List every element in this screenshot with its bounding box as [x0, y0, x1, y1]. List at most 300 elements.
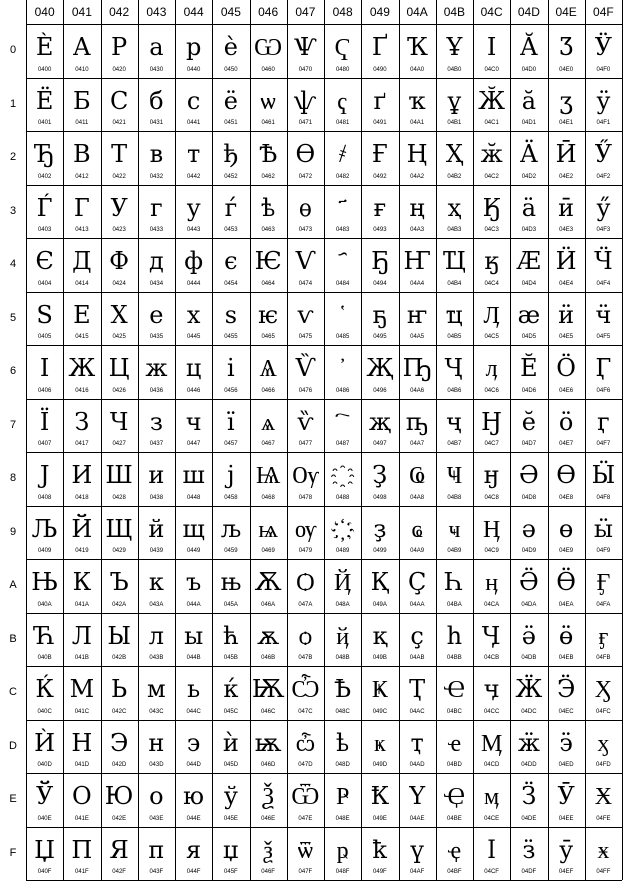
code-point-label: 0409 [37, 548, 52, 554]
character-glyph: ѱ [294, 86, 317, 115]
character-glyph: Ѿ [291, 782, 320, 810]
code-point-label: 04C4 [484, 280, 499, 287]
grid-line-vertical [548, 0, 549, 880]
chart-cell [287, 131, 324, 185]
character-glyph: Щ [105, 514, 133, 543]
character-glyph: Ї [39, 407, 50, 436]
code-point-label: 0421 [112, 120, 126, 126]
code-point-label: 0413 [75, 227, 89, 233]
code-point-label: 04C9 [484, 548, 499, 554]
grid-line-horizontal [26, 452, 622, 453]
character-glyph: ӗ [521, 407, 536, 436]
column-header: 04C [480, 5, 503, 19]
code-point-label: 04AF [409, 869, 425, 875]
grid-line-horizontal [26, 613, 622, 614]
code-point-label: 0490 [373, 66, 387, 73]
code-point-label: 04D7 [521, 441, 537, 447]
chart-cell [250, 24, 287, 78]
chart-cell [399, 78, 436, 132]
character-glyph: Ѡ [254, 33, 283, 61]
character-glyph: ѷ [297, 407, 314, 436]
code-point-label: 0456 [224, 387, 238, 394]
code-point-label: 049C [372, 708, 388, 715]
character-glyph: Ӧ [556, 354, 576, 382]
character-glyph: ӽ [597, 728, 610, 757]
code-point-label: 04B8 [447, 494, 462, 501]
grid-line-horizontal [26, 720, 622, 721]
character-glyph: О [72, 782, 92, 810]
code-point-label: 0443 [186, 227, 201, 233]
chart-cell [473, 773, 510, 827]
chart-cell [361, 292, 398, 346]
character-glyph: Ӯ [557, 782, 575, 810]
chart-cell [324, 292, 361, 346]
code-point-label: 04A0 [410, 66, 425, 73]
chart-cell [175, 185, 212, 239]
character-glyph: ґ [373, 86, 387, 115]
character-glyph: Ж [68, 354, 96, 382]
code-point-label: 0407 [37, 441, 52, 447]
character-glyph: Ҏ [335, 782, 350, 810]
code-point-label: 049B [372, 655, 387, 661]
character-glyph: ч [185, 407, 202, 436]
character-glyph: т [186, 140, 201, 168]
chart-cell [250, 506, 287, 560]
chart-cell [324, 720, 361, 774]
column-header: 04F [593, 5, 614, 19]
chart-cell [212, 345, 249, 399]
character-glyph: У [110, 193, 128, 222]
chart-cell [175, 131, 212, 185]
character-glyph: ө [558, 514, 574, 543]
chart-cell [250, 452, 287, 506]
code-point-label: 0446 [186, 387, 201, 394]
character-glyph: ӎ [484, 782, 500, 810]
chart-cell [510, 613, 547, 667]
character-glyph: ь [187, 675, 201, 703]
code-point-label: 04B3 [447, 227, 462, 233]
character-glyph: Ӓ [519, 140, 538, 168]
character-glyph: Р [111, 33, 128, 61]
chart-cell [585, 773, 622, 827]
character-glyph: я [186, 835, 202, 864]
grid-line-vertical [26, 0, 27, 880]
code-point-label: 04CE [484, 815, 500, 822]
chart-cell [26, 399, 63, 453]
code-point-label: 048B [335, 655, 350, 661]
code-point-label: 0428 [112, 494, 126, 501]
character-glyph: Ӳ [594, 140, 613, 168]
character-glyph: Ѥ [254, 247, 282, 275]
character-glyph: Е [73, 300, 91, 329]
code-point-label: 04F1 [596, 120, 611, 126]
chart-cell [399, 292, 436, 346]
character-glyph: ѩ [258, 514, 279, 543]
column-header: 046 [258, 5, 279, 19]
chart-cell [138, 666, 175, 720]
code-point-label: 041F [75, 869, 89, 875]
code-point-label: 0459 [224, 548, 238, 554]
chart-cell [101, 345, 138, 399]
character-glyph: ѵ [297, 300, 314, 329]
character-glyph: Ӫ [556, 568, 576, 596]
chart-cell [399, 399, 436, 453]
chart-cell [399, 131, 436, 185]
character-glyph: ә [521, 514, 536, 543]
code-point-label: 04C6 [484, 387, 499, 394]
chart-cell [26, 666, 63, 720]
chart-cell [250, 613, 287, 667]
chart-cell [212, 78, 249, 132]
character-glyph: ӿ [597, 835, 610, 864]
chart-cell [361, 506, 398, 560]
chart-cell [63, 345, 100, 399]
chart-cell [510, 345, 547, 399]
code-point-label: 043A [149, 601, 164, 608]
code-point-label: 042B [112, 655, 127, 661]
code-point-label: 0466 [261, 387, 275, 394]
code-point-label: 0478 [298, 494, 313, 501]
chart-cell [436, 345, 473, 399]
code-point-label: 0454 [224, 280, 238, 287]
chart-cell [250, 345, 287, 399]
character-glyph: ӊ [485, 568, 499, 596]
code-point-label: 049D [372, 762, 388, 768]
character-glyph: Ҝ [371, 675, 388, 703]
chart-cell [287, 773, 324, 827]
character-glyph: ќ [223, 675, 239, 703]
character-glyph: ѥ [258, 300, 279, 329]
code-point-label: 04E8 [559, 494, 574, 501]
code-point-label: 04E3 [559, 227, 574, 233]
character-glyph: П [71, 835, 93, 864]
code-point-label: 043D [149, 762, 164, 768]
code-point-label: 0420 [112, 66, 126, 73]
code-point-label: 04D5 [521, 334, 537, 340]
chart-cell [399, 185, 436, 239]
character-glyph: ҋ [336, 621, 350, 650]
character-glyph: п [148, 835, 165, 864]
chart-cell [510, 292, 547, 346]
character-glyph: Ч [109, 407, 129, 436]
chart-cell [548, 720, 585, 774]
code-point-label: 043B [149, 655, 164, 661]
code-point-label: 04D8 [521, 494, 537, 501]
character-glyph: ф [184, 247, 204, 275]
column-header: 04B [443, 5, 466, 19]
row-header: 1 [9, 97, 17, 110]
character-glyph: ӻ [598, 621, 609, 650]
column-header: 049 [369, 5, 390, 19]
code-point-label: 04E0 [559, 66, 574, 73]
chart-cell [585, 666, 622, 720]
code-point-label: 0489 [335, 548, 350, 554]
code-point-label: 045C [223, 708, 239, 715]
character-glyph: В [73, 140, 91, 168]
code-point-label: 04CA [484, 601, 500, 608]
character-glyph: Ъ [109, 568, 129, 596]
grid-line-vertical [250, 0, 251, 880]
character-glyph: ю [183, 782, 205, 810]
character-glyph: ѝ [222, 728, 239, 757]
chart-cell [212, 238, 249, 292]
character-glyph [324, 405, 361, 439]
chart-cell [287, 720, 324, 774]
code-point-label: 0433 [149, 227, 164, 233]
character-glyph: Ҍ [334, 675, 352, 703]
chart-cell [138, 559, 175, 613]
chart-cell [585, 452, 622, 506]
character-glyph: З [74, 407, 90, 436]
chart-cell [26, 345, 63, 399]
chart-cell [63, 559, 100, 613]
character-glyph: с [186, 86, 201, 115]
code-point-label: 040D [37, 762, 52, 768]
code-point-label: 04DB [521, 655, 537, 661]
chart-cell [175, 613, 212, 667]
code-point-label: 04ED [558, 762, 574, 768]
grid-line-horizontal [26, 78, 622, 79]
code-point-label: 041E [74, 815, 89, 822]
chart-cell [287, 666, 324, 720]
chart-cell [175, 452, 212, 506]
chart-cell [585, 720, 622, 774]
character-glyph: ӂ [480, 140, 503, 168]
code-point-label: 04E9 [559, 548, 574, 554]
character-glyph: Г [73, 193, 90, 222]
code-point-label: 042D [111, 762, 127, 768]
row-header: E [9, 793, 17, 805]
grid-line-horizontal [26, 773, 622, 774]
chart-cell [138, 452, 175, 506]
character-glyph: Ң [406, 140, 428, 168]
character-glyph: Ӥ [555, 247, 577, 275]
character-glyph: г [150, 193, 163, 222]
code-point-label: 04B2 [447, 173, 462, 180]
chart-cell [399, 666, 436, 720]
code-point-label: 043E [149, 815, 164, 822]
code-point-label: 0465 [261, 334, 275, 340]
character-glyph: Ҽ [443, 675, 465, 703]
column-header: 044 [183, 5, 204, 19]
character-glyph: Ӣ [555, 140, 577, 168]
character-glyph: м [147, 675, 166, 703]
grid-line-vertical [585, 0, 586, 880]
chart-cell [324, 24, 361, 78]
code-point-label: 047A [298, 601, 313, 608]
code-point-label: 043C [149, 708, 164, 715]
code-point-label: 04B9 [447, 548, 462, 554]
character-glyph: ң [409, 193, 425, 222]
character-glyph: Ћ [34, 621, 56, 650]
chart-cell [510, 185, 547, 239]
code-point-label: 04D4 [521, 280, 537, 287]
character-glyph: Џ [34, 835, 56, 864]
chart-cell [324, 238, 361, 292]
code-point-label: 0473 [298, 227, 313, 233]
chart-cell [250, 399, 287, 453]
code-point-label: 04BA [447, 601, 462, 608]
character-glyph: ц [185, 354, 202, 382]
chart-cell [101, 613, 138, 667]
character-glyph: ӧ [558, 407, 574, 436]
character-glyph: ӵ [595, 300, 612, 329]
code-point-label: 0449 [186, 548, 201, 554]
character-glyph: ӓ [521, 193, 537, 222]
chart-cell [399, 559, 436, 613]
code-point-label: 040C [37, 708, 52, 715]
code-point-label: 0417 [75, 441, 89, 447]
chart-cell [473, 506, 510, 560]
character-glyph [324, 191, 361, 225]
code-point-label: 04CB [484, 655, 500, 661]
chart-cell [324, 773, 361, 827]
chart-cell [175, 238, 212, 292]
code-point-label: 0485 [335, 334, 350, 340]
chart-cell [548, 292, 585, 346]
chart-cell [510, 559, 547, 613]
character-glyph: Ю [104, 782, 134, 810]
chart-cell [175, 827, 212, 881]
chart-cell [510, 666, 547, 720]
chart-cell [287, 559, 324, 613]
character-glyph: Ӝ [515, 675, 543, 703]
code-point-label: 04E7 [559, 441, 574, 447]
chart-cell [585, 292, 622, 346]
code-point-label: 0484 [335, 280, 350, 287]
code-point-label: 04C8 [484, 494, 499, 501]
character-glyph: х [186, 300, 201, 329]
character-glyph: ӯ [559, 835, 574, 864]
row-header: 4 [9, 258, 17, 270]
chart-cell [287, 238, 324, 292]
grid-line-vertical [101, 0, 102, 880]
character-glyph: ӏ [487, 835, 496, 864]
chart-cell [585, 399, 622, 453]
character-glyph: з [149, 407, 163, 436]
code-point-label: 04DC [521, 708, 537, 715]
code-point-label: 041B [74, 655, 89, 661]
grid-line-vertical [399, 0, 400, 880]
code-point-label: 0424 [112, 280, 126, 287]
code-point-label: 0425 [112, 334, 126, 340]
code-point-label: 04DE [521, 815, 537, 822]
chart-cell [510, 131, 547, 185]
code-point-label: 04CC [483, 708, 500, 715]
column-header: 041 [71, 5, 92, 19]
character-glyph: е [149, 300, 164, 329]
code-point-label: 04A8 [410, 494, 425, 501]
chart-cell [250, 78, 287, 132]
character-glyph: Ѵ [295, 247, 316, 275]
code-point-label: 0452 [224, 173, 238, 180]
code-point-label: 04FD [596, 762, 611, 768]
character-glyph: ӹ [593, 514, 613, 543]
character-glyph [324, 244, 361, 278]
chart-cell [361, 613, 398, 667]
character-glyph: Ӑ [519, 33, 538, 61]
chart-cell [287, 78, 324, 132]
chart-cell [212, 666, 249, 720]
character-glyph: Ҥ [403, 247, 431, 275]
character-glyph: К [72, 568, 92, 596]
chart-cell [361, 78, 398, 132]
chart-cell [585, 185, 622, 239]
character-glyph: ҍ [336, 728, 350, 757]
grid-line-vertical [622, 0, 623, 880]
character-glyph: Ӌ [482, 621, 501, 650]
chart-cell [26, 238, 63, 292]
character-glyph: й [148, 514, 165, 543]
character-glyph: Л [71, 621, 92, 650]
chart-cell [175, 78, 212, 132]
character-glyph: Ѕ [36, 300, 53, 329]
chart-cell [138, 399, 175, 453]
character-glyph: Я [109, 835, 129, 864]
chart-cell [585, 345, 622, 399]
chart-cell [361, 131, 398, 185]
chart-cell [63, 827, 100, 881]
row-header: D [9, 739, 17, 752]
code-point-label: 046D [260, 762, 276, 768]
character-glyph: џ [223, 835, 239, 864]
chart-cell [138, 78, 175, 132]
code-point-label: 0431 [149, 120, 164, 126]
chart-cell [436, 24, 473, 78]
chart-cell [26, 452, 63, 506]
chart-cell [548, 613, 585, 667]
character-glyph: Ә [519, 461, 539, 489]
chart-cell [63, 773, 100, 827]
code-point-label: 04FE [596, 815, 611, 822]
character-glyph: ъ [185, 568, 202, 596]
chart-cell [399, 452, 436, 506]
code-point-label: 0488 [335, 494, 350, 501]
character-glyph: ѐ [223, 33, 238, 61]
character-glyph: Ѽ [290, 675, 320, 703]
chart-cell [473, 827, 510, 881]
chart-cell [101, 185, 138, 239]
code-point-label: 0497 [373, 441, 387, 447]
chart-cell [26, 24, 63, 78]
chart-cell [324, 345, 361, 399]
code-point-label: 045B [223, 655, 238, 661]
row-header: C [9, 686, 17, 698]
character-glyph: А [72, 33, 91, 61]
code-point-label: 046F [261, 869, 275, 875]
code-point-label: 04A7 [410, 441, 425, 447]
code-point-label: 047E [298, 815, 313, 822]
chart-cell [399, 24, 436, 78]
grid-line-vertical [212, 0, 213, 880]
code-point-label: 044C [186, 708, 201, 715]
chart-cell [138, 292, 175, 346]
code-point-label: 040B [37, 655, 52, 661]
code-point-label: 0487 [335, 441, 350, 447]
code-point-label: 0457 [224, 441, 238, 447]
character-glyph: ҳ [447, 193, 462, 222]
character-glyph: ҽ [447, 728, 461, 757]
code-point-label: 04D3 [521, 227, 537, 233]
character-glyph: Ұ [446, 33, 463, 61]
chart-cell [287, 613, 324, 667]
character-glyph: Ӽ [594, 675, 613, 703]
grid-line-vertical [287, 0, 288, 880]
character-glyph: Ӹ [591, 461, 616, 489]
chart-cell [138, 613, 175, 667]
chart-cell [548, 827, 585, 881]
chart-cell [436, 238, 473, 292]
